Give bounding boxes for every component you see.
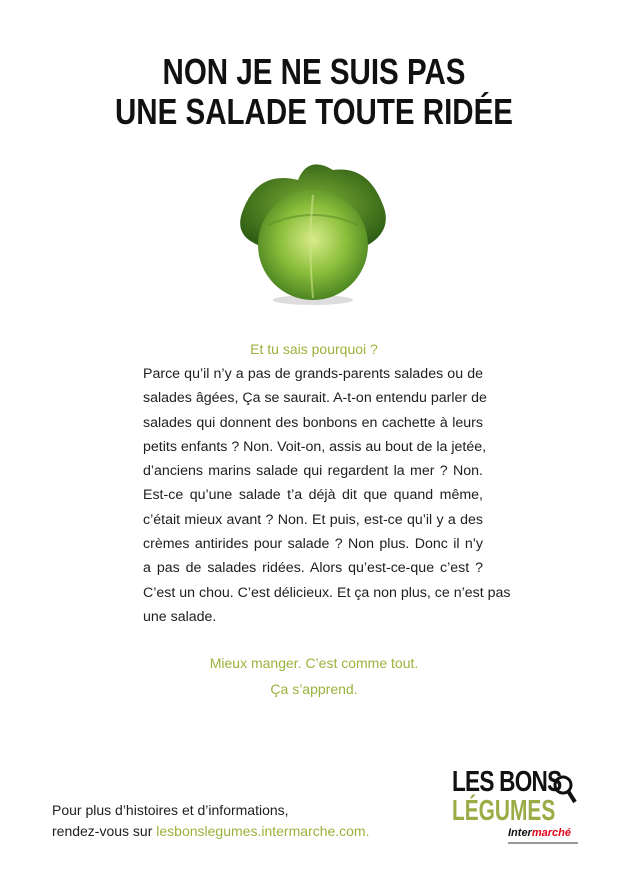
logo-line-2: LÉGUMES bbox=[452, 795, 556, 827]
body-line: Parce qu’il n’y a pas de grands-parents salades ou de bbox=[143, 366, 483, 382]
body-line: a pas de salades ridées. Alors qu’est-ce-que c’est ? bbox=[143, 560, 483, 577]
les-bons-legumes-logo bbox=[452, 768, 582, 848]
body-line: Est-ce qu’une salade t’a déjà dit que quand même, bbox=[143, 487, 483, 504]
footer-line-1: Pour plus d’histoires et d’informations, bbox=[52, 802, 289, 818]
body-line: une salade. bbox=[143, 608, 217, 625]
body-line: salades qui donnent des bonbons en cachette à leurs bbox=[143, 414, 483, 431]
headline bbox=[0, 52, 628, 132]
headline-line-2: UNE SALADE TOUTE RIDÉE bbox=[114, 91, 514, 132]
magnifier-icon bbox=[552, 772, 578, 806]
body-line: d’anciens marins salade qui regardent la mer ? Non. bbox=[143, 463, 483, 480]
subheading: Et tu sais pourquoi ? bbox=[250, 341, 378, 357]
brand-part-marche: marché bbox=[531, 827, 571, 839]
website-link[interactable]: lesbonslegumes.intermarche.com. bbox=[156, 823, 370, 839]
footer-prefix: rendez-vous sur bbox=[52, 823, 157, 839]
cabbage-icon bbox=[228, 150, 398, 310]
slogan bbox=[0, 650, 628, 702]
body-line: petits enfants ? Non. Voit-on, assis au bout de la jetée, bbox=[143, 438, 487, 455]
body-line: salades âgées, Ça se saurait. A-t-on entendu parler de bbox=[143, 390, 487, 407]
footer bbox=[52, 800, 370, 842]
brand-part-inter: Inter bbox=[508, 827, 532, 839]
body-line: crèmes antirides pour salade ? Non plus. Donc il n’y bbox=[143, 536, 483, 553]
slogan-line-1: Mieux manger. C’est comme tout. bbox=[209, 655, 419, 671]
headline-line-1: NON JE NE SUIS PAS bbox=[162, 51, 466, 92]
body-line: c’était mieux avant ? Non. Et puis, est-ce qu’il y a des bbox=[143, 511, 483, 528]
body-text bbox=[143, 362, 511, 629]
body-line: C’est un chou. C’est délicieux. Et ça non plus, ce n’est pas bbox=[143, 584, 511, 601]
slogan-line-2: Ça s’apprend. bbox=[270, 681, 358, 697]
brand-underline bbox=[508, 842, 578, 844]
intermarche-brand bbox=[508, 827, 571, 840]
logo-line-1: LES BONS bbox=[452, 766, 562, 798]
